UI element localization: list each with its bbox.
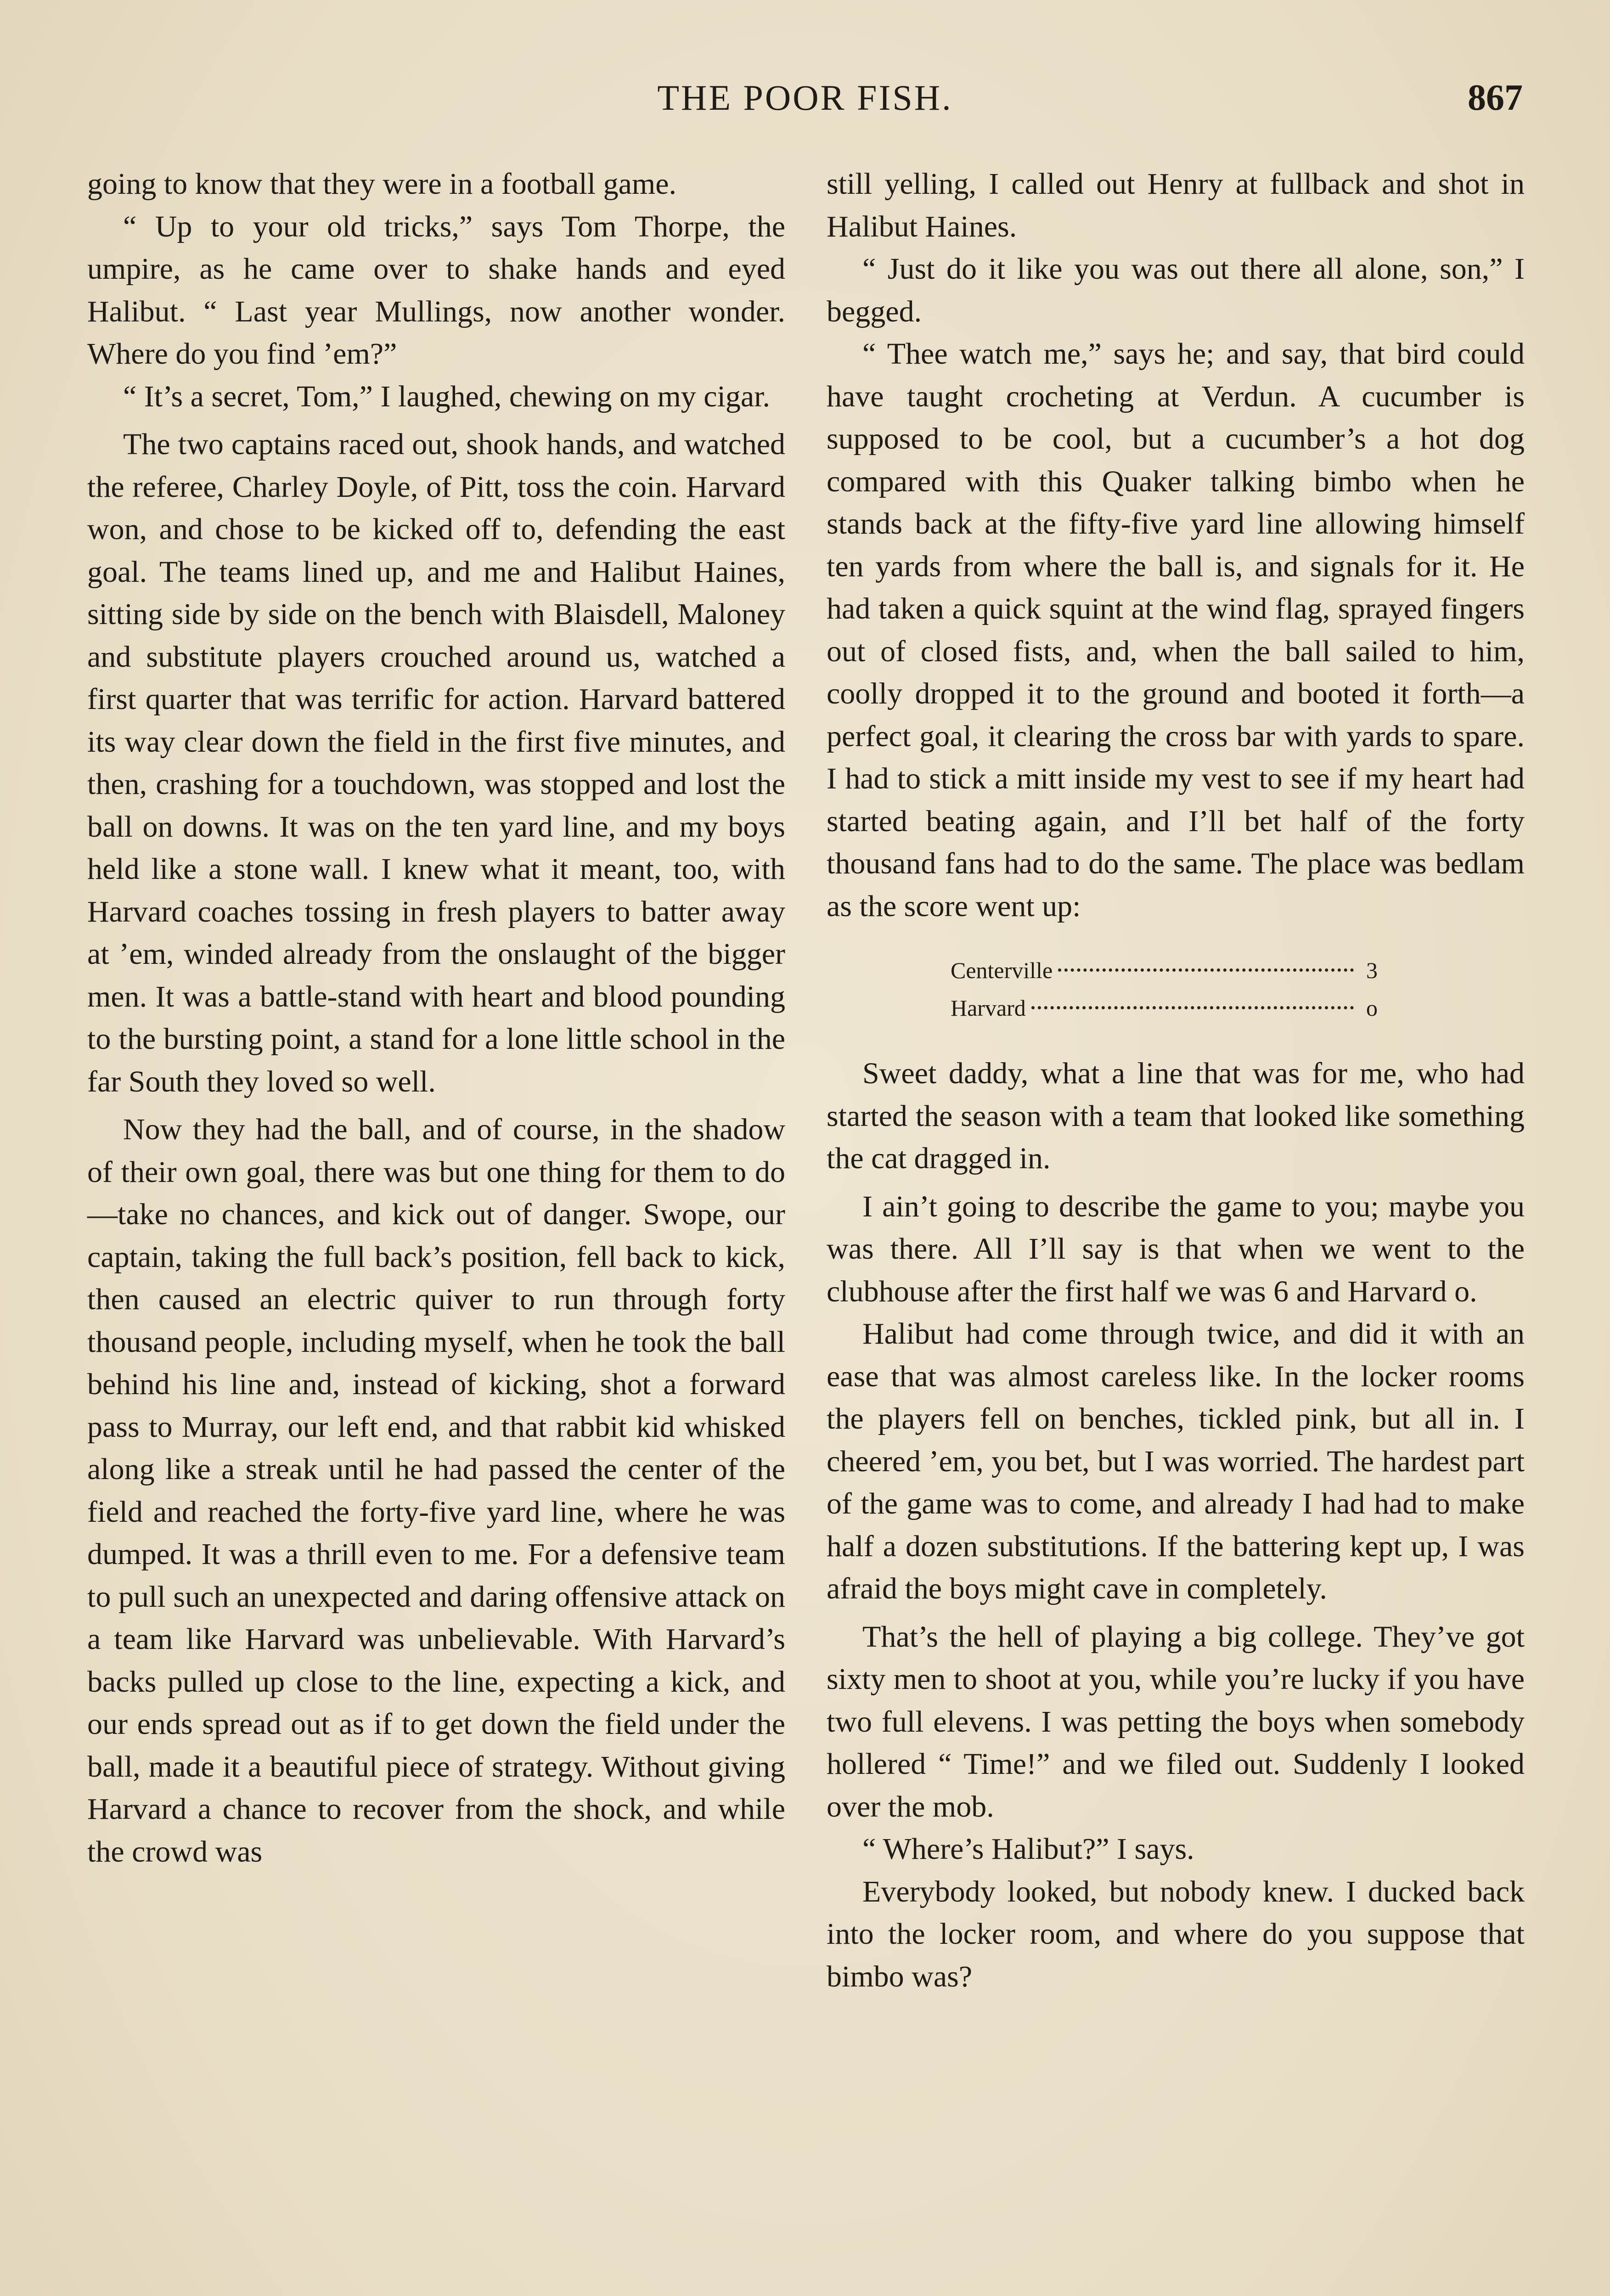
right-column	[827, 163, 1525, 2296]
paragraph: “ Just do it like you was out there all alone, son,” I begged.	[827, 252, 1525, 328]
score-value: o	[1366, 995, 1378, 1021]
paragraph: “ It’s a secret, Tom,” I laughed, chewing on my cigar.	[123, 379, 771, 413]
dot-leader	[1031, 1006, 1354, 1009]
paragraph: Halibut had come through twice, and did it with an ease that was almost careless like. In the locker rooms the players fell on benches, tickled pink, but all in. I cheered ’em, you bet, but I was worried. The hardest part of the game was to come, and already I had had to make half a dozen substitutions. If the battering kept up, I was afraid the boys might cave in completely.	[827, 1317, 1525, 1605]
left-column	[87, 163, 785, 2296]
dot-leader	[1058, 968, 1354, 972]
score-table	[951, 951, 1378, 1027]
paragraph: That’s the hell of playing a big college. They’ve got sixty men to shoot at you, while you’re lucky if you have two full elevens. I was petting the boys when somebody hollered “ Time!” and we filed out. Suddenly I looked over the mob.	[827, 1620, 1525, 1823]
running-header	[87, 77, 1523, 128]
paragraph: “ Thee watch me,” says he; and say, that bird could have taught crocheting at Verdun. A cucumber is supposed to be cool, but a cucumber’s a hot dog compared with this Quaker talking bimbo when he stands back at the fifty-five yard line allowing himself ten yards from where the ball is, and signals for it. He had taken a quick squint at the wind flag, sprayed fingers out of closed fists, and, when the ball sailed to him, coolly dropped it to the ground and booted it forth—a perfect goal, it clearing the cross bar with yards to spare. I had to stick a mitt inside my vest to see if my heart had started beating again, and I’ll bet half of the forty thousand fans had to do the same. The place was bedlam as the score went up:	[827, 337, 1525, 923]
text-columns	[87, 163, 1525, 2296]
score-row	[951, 951, 1378, 989]
paragraph: “ Up to your old tricks,” says Tom Thorpe, the umpire, as he came over to shake hands and eyed Halibut. “ Last year Mullings, now another wonder. Where do you find ’em?”	[87, 209, 785, 371]
score-row	[951, 989, 1378, 1027]
paragraph: I ain’t going to describe the game to you; maybe you was there. All I’ll say is that when we went to the clubhouse after the first half we was 6 and Harvard o.	[827, 1189, 1525, 1308]
paragraph: Everybody looked, but nobody knew. I ducked back into the locker room, and where do you suppose that bimbo was?	[827, 1874, 1525, 1993]
paragraph: The two captains raced out, shook hands, and watched the referee, Charley Doyle, of Pitt, toss the coin. Harvard won, and chose to be kicked off to, defending the east goal. The teams lined up, and me and Halibut Haines, sitting side by side on the bench with Blaisdell, Maloney and substitute players crouched around us, watched a first quarter that was terrific for action. Harvard battered its way clear down the field in the first five minutes, and then, crashing for a touchdown, was stopped and lost the ball on downs. It was on the ten yard line, and my boys held like a stone wall. I knew what it meant, too, with Harvard coaches tossing in fresh players to batter away at ’em, winded already from the onslaught of the bigger men. It was a battle-stand with heart and blood pounding to the bursting point, a stand for a lone little school in the far South they loved so well.	[87, 428, 785, 1098]
paragraph: going to know that they were in a football game.	[87, 167, 677, 201]
paragraph: “ Where’s Halibut?” I says.	[862, 1832, 1194, 1866]
paragraph: still yelling, I called out Henry at fullback and shot in Halibut Haines.	[827, 167, 1525, 243]
score-team: Harvard	[951, 995, 1026, 1021]
score-value: 3	[1366, 957, 1378, 983]
page-number: 867	[1468, 78, 1523, 118]
running-title: THE POOR FISH.	[657, 78, 953, 118]
score-team: Centerville	[951, 957, 1053, 983]
paragraph: Sweet daddy, what a line that was for me, who had started the season with a team that looked like something the cat dragged in.	[827, 1057, 1525, 1175]
paragraph: Now they had the ball, and of course, in the shadow of their own goal, there was but one thing for them to do—take no chances, and kick out of danger. Swope, our captain, taking the full back’s position, fell back to kick, then caused an electric quiver to run through forty thousand people, including myself, when he took the ball behind his line and, instead of kicking, shot a forward pass to Murray, our left end, and that rabbit kid whisked along like a streak until he had passed the center of the field and reached the forty-five yard line, where he was dumped. It was a thrill even to me. For a defensive team to pull such an unexpected and daring offensive attack on a team like Harvard was unbelievable. With Harvard’s backs pulled up close to the line, expecting a kick, and our ends spread out as if to get down the field under the ball, made it a beautiful piece of strategy. Without giving Harvard a chance to recover from the shock, and while the crowd was	[87, 1113, 785, 1868]
